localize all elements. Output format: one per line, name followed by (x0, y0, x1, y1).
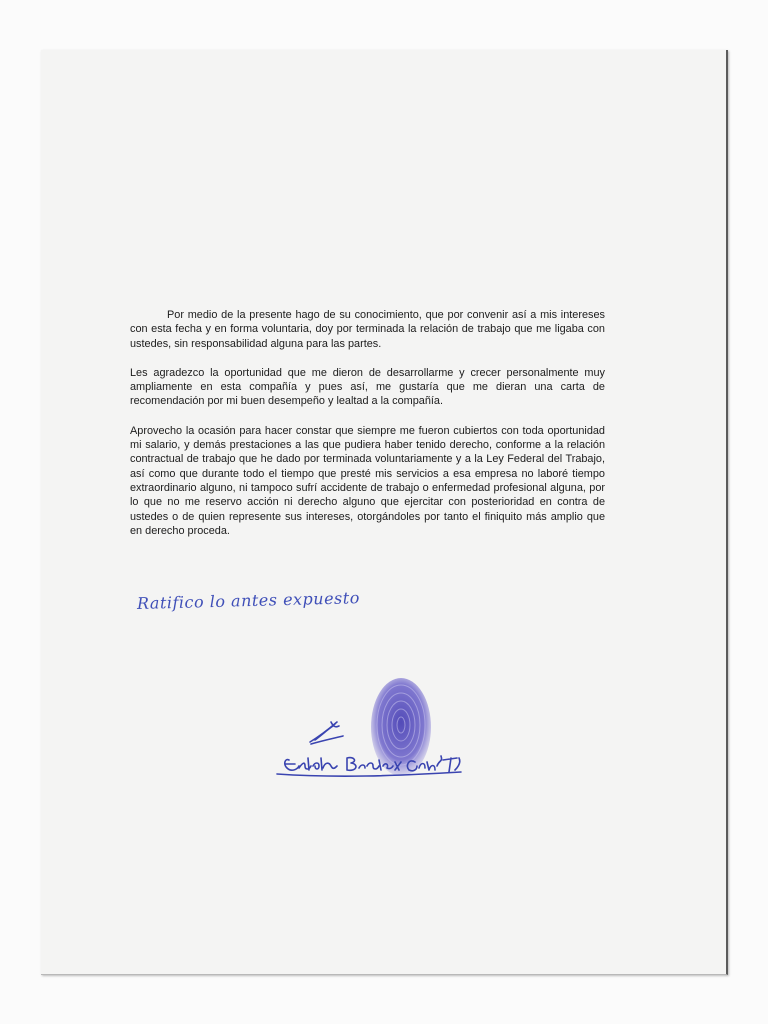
handwritten-ratification: Ratifico lo antes expuesto (136, 588, 361, 613)
letter-body (130, 308, 605, 538)
signature-mark (275, 700, 465, 780)
paragraph-settlement: Aprovecho la ocasión para hacer constar que siempre me fueron cubiertos con toda oportunidad mi salario, y demás prestaciones a las que pudiera haber tenido derecho, conforme a la relación contractual de trabajo que he dado por terminada voluntariamente y a la Ley Federal del Trabajo, así como que durante todo el tiempo que presté mis servicios a esa empresa no laboré tiempo extraordinario alguno, ni tampoco sufrí accidente de trabajo o enfermedad profesional alguna, por lo que no me reservo acción ni derecho alguno que ejercitar con posterioridad en contra de ustedes o de quien represente sus intereses, otorgándoles por tanto el finiquito más amplio que en derecho proceda. (130, 424, 605, 537)
paragraph-resignation: Por medio de la presente hago de su conocimiento, que por convenir así a mis intereses con esta fecha y en forma voluntaria, doy por terminada la relación de trabajo que me ligaba con ustedes, sin responsabilidad alguna para las partes. (130, 309, 605, 350)
paragraph-thanks: Les agradezco la oportunidad que me dieron de desarrollarme y crecer personalmente muy ampliamente en esta compañía y pues así, me gustaría que me dieran una carta de recomendación por mi buen desempeño y lealtad a la compañía. (130, 366, 605, 408)
